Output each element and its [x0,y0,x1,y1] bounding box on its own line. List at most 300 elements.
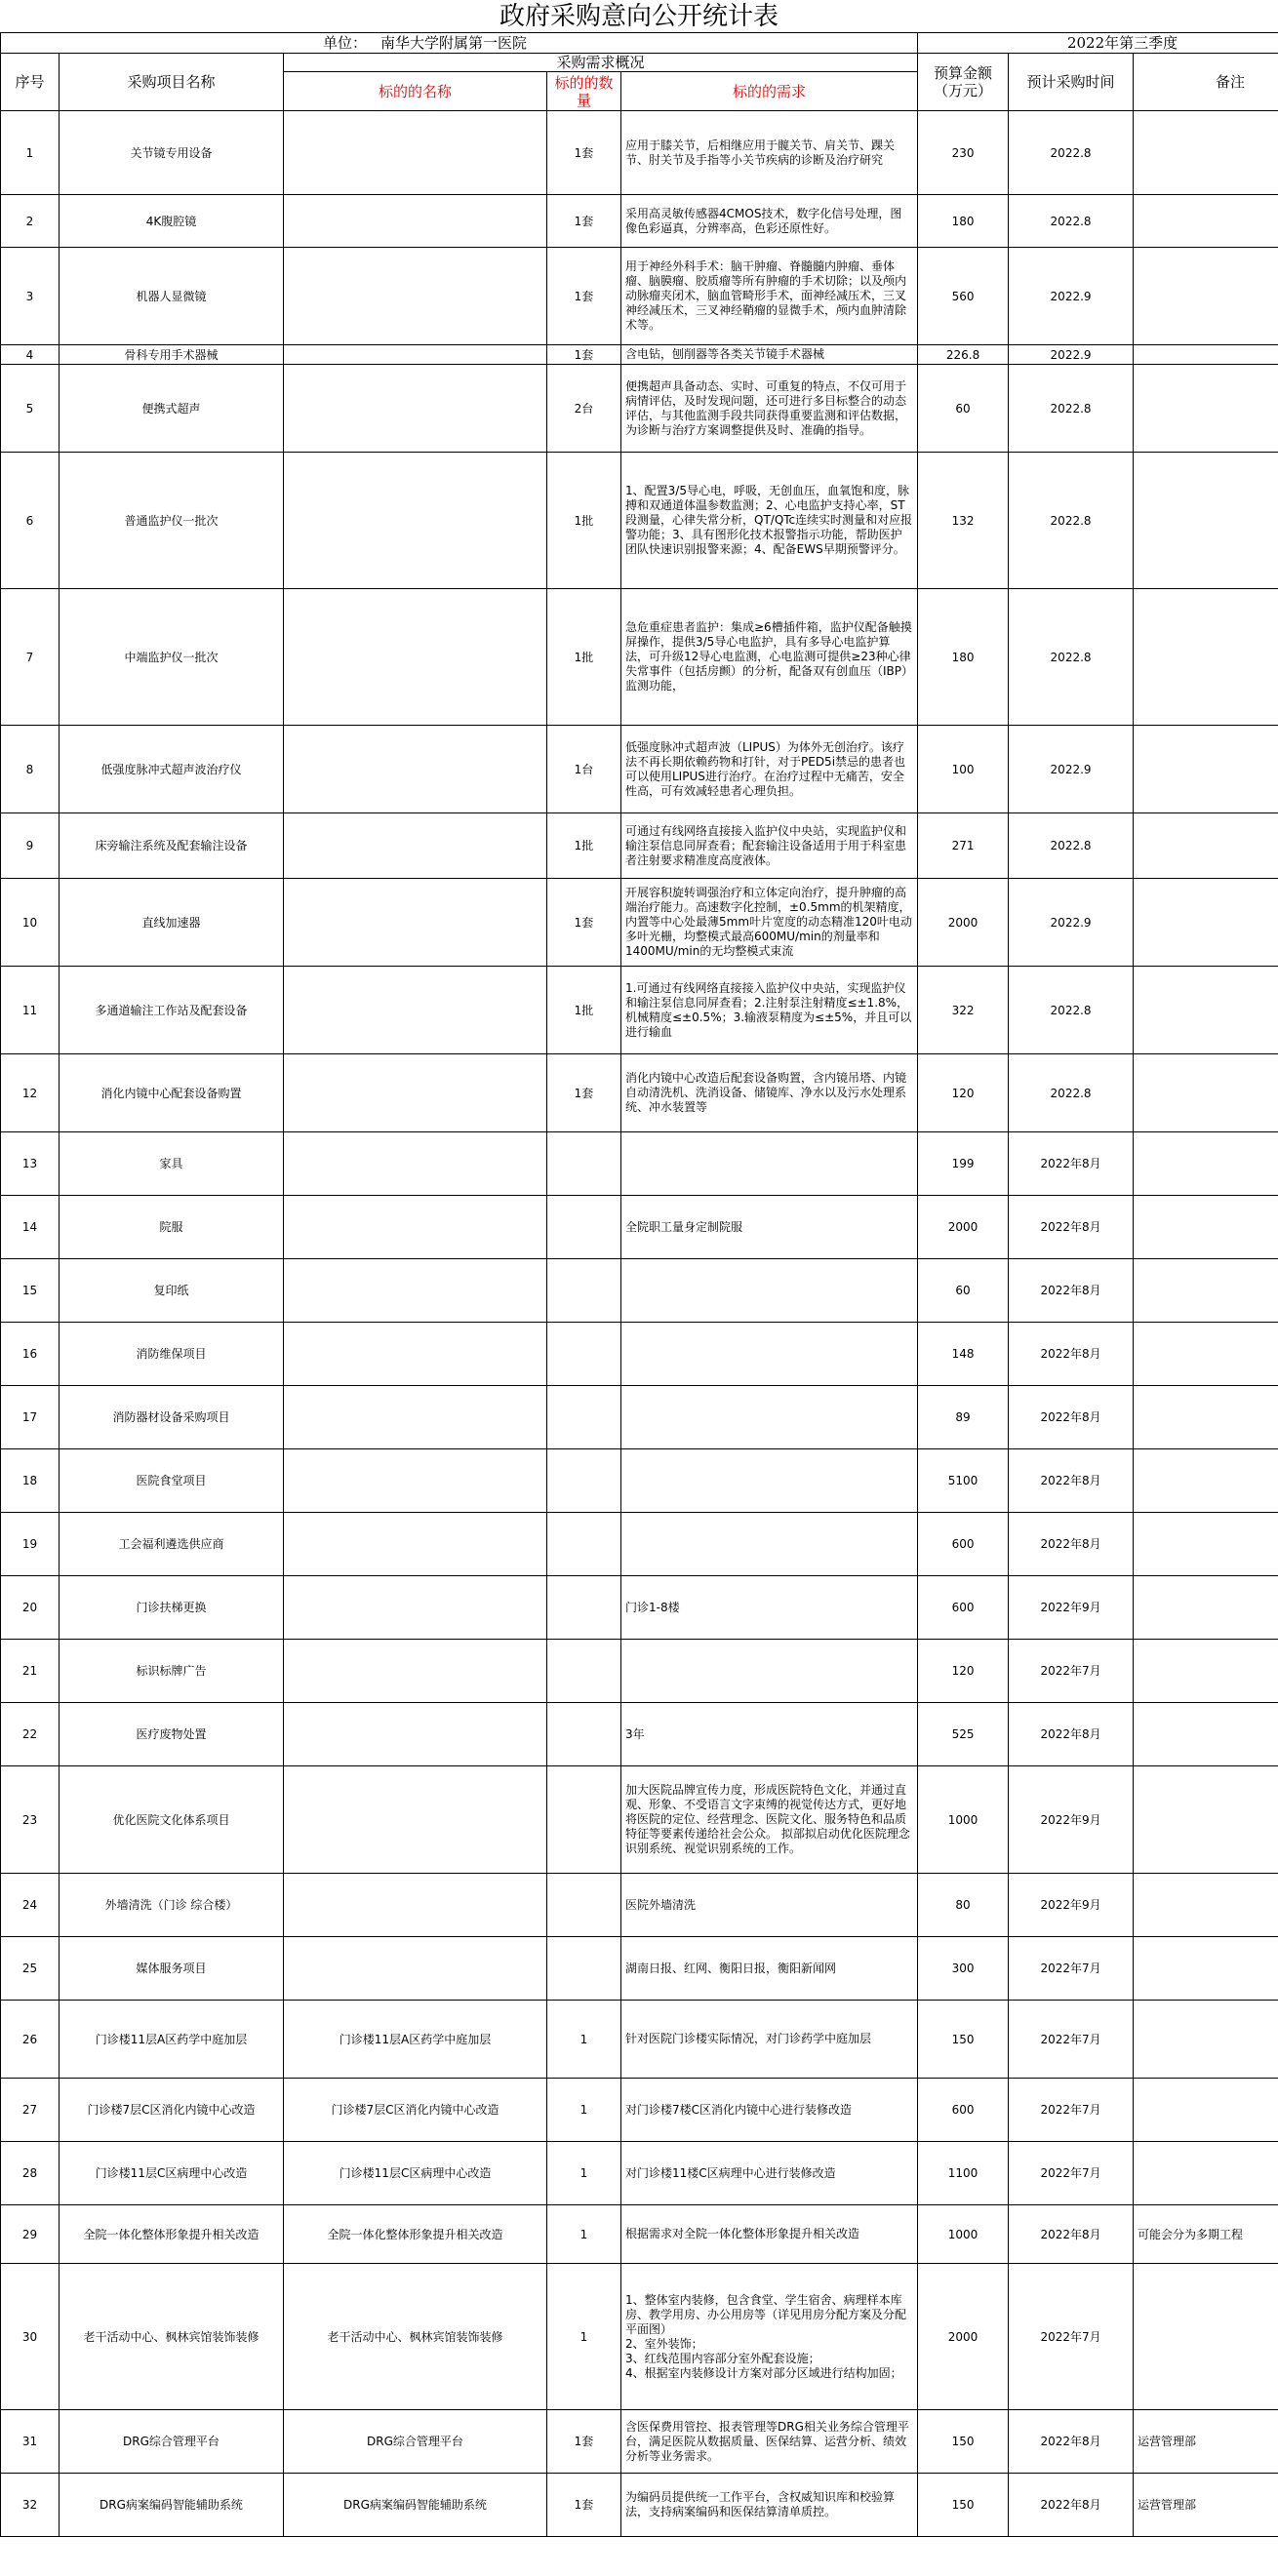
table-row [1,1703,1278,1766]
row-item-name [284,195,547,248]
row-quantity: 1 [547,2264,621,2410]
row-requirement: 根据需求对全院一体化整体形象提升相关改造 [621,2205,918,2264]
row-seq: 5 [1,365,60,453]
row-quantity: 1 [547,2142,621,2205]
row-time: 2022.9 [1009,248,1134,345]
row-item-name [284,1766,547,1874]
row-requirement: 应用于膝关节，后相继应用于髋关节、肩关节、踝关节、肘关节及手指等小关节疾病的诊断及治疗研究 [621,111,918,195]
row-quantity [547,1766,621,1874]
row-project: 低强度脉冲式超声波治疗仪 [60,726,284,813]
row-remark [1134,1196,1278,1259]
row-seq: 12 [1,1054,60,1132]
unit-label: 单位： [323,34,368,52]
row-project: 家具 [60,1132,284,1196]
row-time: 2022年9月 [1009,1766,1134,1874]
row-requirement: 开展容积旋转调强治疗和立体定向治疗，提升肿瘤的高端治疗能力。高速数字化控制，±0.5mm的机架精度，内置等中心处最薄5mm叶片宽度的动态精准120叶电动多叶光栅，均整模式最高600MU/min的剂量率和1400MU/min的无均整模式束流 [621,879,918,967]
header-seq: 序号 [1,54,60,111]
row-budget: 89 [918,1386,1009,1449]
table-row [1,2264,1278,2410]
table-row [1,1576,1278,1640]
row-budget: 2000 [918,1196,1009,1259]
row-budget: 271 [918,813,1009,879]
header-item-name: 标的的名称 [284,72,547,111]
row-remark [1134,1937,1278,2001]
row-quantity: 1套 [547,248,621,345]
table-row [1,879,1278,967]
row-time: 2022年8月 [1009,2474,1134,2537]
row-quantity: 2台 [547,365,621,453]
row-budget: 60 [918,1259,1009,1323]
row-project: 门诊楼7层C区消化内镜中心改造 [60,2079,284,2142]
row-budget: 600 [918,2079,1009,2142]
row-budget: 150 [918,2474,1009,2537]
header-demand: 采购需求概况 [284,54,918,72]
row-project: 消化内镜中心配套设备购置 [60,1054,284,1132]
row-seq: 10 [1,879,60,967]
row-quantity: 1 [547,2001,621,2079]
row-project: 机器人显微镜 [60,248,284,345]
row-requirement [621,1132,918,1196]
row-seq: 1 [1,111,60,195]
unit-row [1,33,1278,54]
row-budget: 2000 [918,879,1009,967]
row-item-name: DRG综合管理平台 [284,2410,547,2474]
row-remark [1134,1766,1278,1874]
row-requirement: 对门诊楼7楼C区消化内镜中心进行装修改造 [621,2079,918,2142]
row-budget: 1000 [918,2205,1009,2264]
row-budget: 1000 [918,1766,1009,1874]
row-project: 复印纸 [60,1259,284,1323]
row-quantity: 1 [547,2205,621,2264]
row-item-name: 门诊楼11层C区病理中心改造 [284,2142,547,2205]
row-requirement: 含电钻，刨削器等各类关节镜手术器械 [621,345,918,365]
row-seq: 6 [1,453,60,589]
row-remark [1134,726,1278,813]
row-quantity [547,1874,621,1937]
row-budget: 180 [918,195,1009,248]
row-item-name [284,1259,547,1323]
row-item-name [284,365,547,453]
row-budget: 300 [918,1937,1009,2001]
row-quantity: 1套 [547,195,621,248]
row-remark [1134,1874,1278,1937]
row-remark [1134,1449,1278,1513]
row-remark [1134,1640,1278,1703]
table-row [1,248,1278,345]
row-seq: 17 [1,1386,60,1449]
row-item-name [284,1640,547,1703]
row-time: 2022年8月 [1009,1259,1134,1323]
row-item-name [284,111,547,195]
row-time: 2022.8 [1009,589,1134,726]
row-item-name [284,1449,547,1513]
table-row [1,345,1278,365]
row-project: 直线加速器 [60,879,284,967]
row-project: 床旁输注系统及配套输注设备 [60,813,284,879]
unit-cell [1,33,918,54]
row-project: 优化医院文化体系项目 [60,1766,284,1874]
row-budget: 2000 [918,2264,1009,2410]
row-time: 2022年8月 [1009,2410,1134,2474]
row-time: 2022年8月 [1009,1513,1134,1576]
row-time: 2022.8 [1009,111,1134,195]
table-row [1,2142,1278,2205]
row-time: 2022.8 [1009,1054,1134,1132]
row-item-name: 门诊楼11层A区药学中庭加层 [284,2001,547,2079]
row-remark [1134,2079,1278,2142]
row-quantity: 1批 [547,813,621,879]
table-row [1,1937,1278,2001]
row-remark [1134,345,1278,365]
row-budget: 199 [918,1132,1009,1196]
table-row [1,1323,1278,1386]
row-time: 2022.8 [1009,195,1134,248]
row-time: 2022年7月 [1009,2142,1134,2205]
row-budget: 120 [918,1640,1009,1703]
row-seq: 3 [1,248,60,345]
row-seq: 31 [1,2410,60,2474]
table-row [1,1054,1278,1132]
table-row [1,967,1278,1054]
row-item-name [284,589,547,726]
row-requirement: 全院职工量身定制院服 [621,1196,918,1259]
row-item-name: 老干活动中心、枫林宾馆装饰装修 [284,2264,547,2410]
row-project: DRG病案编码智能辅助系统 [60,2474,284,2537]
row-requirement: 为编码员提供统一工作平台，含权威知识库和校验算法，支持病案编码和医保结算清单质控。 [621,2474,918,2537]
row-quantity: 1批 [547,589,621,726]
row-remark: 可能会分为多期工程 [1134,2205,1278,2264]
row-budget: 150 [918,2001,1009,2079]
row-remark [1134,2264,1278,2410]
row-seq: 24 [1,1874,60,1937]
row-quantity [547,1703,621,1766]
header-remark: 备注 [1134,54,1278,111]
row-seq: 19 [1,1513,60,1576]
row-project: 媒体服务项目 [60,1937,284,2001]
row-item-name [284,453,547,589]
table-row [1,1259,1278,1323]
row-requirement: 含医保费用管控、报表管理等DRG相关业务综合管理平台，满足医院从数据质量、医保结算、运营分析、绩效分析等业务需求。 [621,2410,918,2474]
row-quantity: 1套 [547,111,621,195]
table-row [1,2474,1278,2537]
table-row [1,589,1278,726]
row-project: 关节镜专用设备 [60,111,284,195]
row-remark [1134,589,1278,726]
table-row [1,1766,1278,1874]
row-item-name [284,248,547,345]
table-row [1,1874,1278,1937]
row-budget: 60 [918,365,1009,453]
row-item-name [284,1937,547,2001]
row-project: 门诊楼11层A区药学中庭加层 [60,2001,284,2079]
row-quantity [547,1576,621,1640]
row-item-name [284,813,547,879]
row-seq: 29 [1,2205,60,2264]
row-time: 2022年8月 [1009,1132,1134,1196]
row-project: 消防维保项目 [60,1323,284,1386]
row-budget: 560 [918,248,1009,345]
row-project: 工会福利遴选供应商 [60,1513,284,1576]
row-project: 全院一体化整体形象提升相关改造 [60,2205,284,2264]
row-requirement [621,1449,918,1513]
row-time: 2022.9 [1009,726,1134,813]
row-remark [1134,2001,1278,2079]
row-seq: 7 [1,589,60,726]
row-time: 2022年7月 [1009,1640,1134,1703]
row-time: 2022.8 [1009,365,1134,453]
row-time: 2022.8 [1009,453,1134,589]
table-row [1,365,1278,453]
row-seq: 9 [1,813,60,879]
row-seq: 25 [1,1937,60,2001]
row-quantity: 1台 [547,726,621,813]
row-project: 中端监护仪一批次 [60,589,284,726]
row-quantity [547,1323,621,1386]
table-row [1,2079,1278,2142]
header-time: 预计采购时间 [1009,54,1134,111]
row-item-name [284,1513,547,1576]
header-project: 采购项目名称 [60,54,284,111]
row-project: 骨科专用手术器械 [60,345,284,365]
row-quantity [547,1449,621,1513]
row-remark [1134,967,1278,1054]
row-quantity [547,1386,621,1449]
row-quantity: 1套 [547,345,621,365]
row-budget: 525 [918,1703,1009,1766]
procurement-table [0,33,1278,2537]
row-project: 标识标牌广告 [60,1640,284,1703]
row-project: 4K腹腔镜 [60,195,284,248]
row-remark [1134,2142,1278,2205]
row-requirement: 医院外墙清洗 [621,1874,918,1937]
row-requirement [621,1513,918,1576]
table-row [1,111,1278,195]
row-remark: 运营管理部 [1134,2474,1278,2537]
row-time: 2022年9月 [1009,1874,1134,1937]
row-budget: 5100 [918,1449,1009,1513]
row-remark [1134,1513,1278,1576]
row-quantity: 1批 [547,453,621,589]
row-quantity: 1套 [547,2474,621,2537]
row-item-name [284,1386,547,1449]
row-budget: 150 [918,2410,1009,2474]
row-requirement: 对门诊楼11楼C区病理中心进行装修改造 [621,2142,918,2205]
row-time: 2022年7月 [1009,2001,1134,2079]
table-row [1,453,1278,589]
row-item-name [284,1576,547,1640]
row-requirement: 低强度脉冲式超声波（LIPUS）为体外无创治疗。该疗法不再长期依赖药物和打针，对于PED5i禁忌的患者也可以使用LIPUS进行治疗。在治疗过程中无痛苦，安全性高，可有效减轻患者心理负担。 [621,726,918,813]
row-project: 多通道输注工作站及配套设备 [60,967,284,1054]
row-quantity [547,1640,621,1703]
row-requirement: 采用高灵敏传感器4CMOS技术，数字化信号处理，图像色彩逼真，分辨率高，色彩还原性好。 [621,195,918,248]
row-project: 便携式超声 [60,365,284,453]
row-item-name [284,1874,547,1937]
page-title: 政府采购意向公开统计表 [0,0,1278,33]
row-item-name [284,1323,547,1386]
row-quantity [547,1132,621,1196]
row-budget: 100 [918,726,1009,813]
row-project: 消防器材设备采购项目 [60,1386,284,1449]
row-budget: 180 [918,589,1009,726]
row-requirement: 急危重症患者监护：集成≥6槽插件箱，监护仪配备触摸屏操作，提供3/5导心电监护，具有多导心电监护算法，可升级12导心电监测，心电监测可提供≥23种心律失常事件（包括房颤）的分析，配备双有创血压（IBP）监测功能， [621,589,918,726]
row-time: 2022年8月 [1009,1386,1134,1449]
row-project: 普通监护仪一批次 [60,453,284,589]
row-requirement: 消化内镜中心改造后配套设备购置，含内镜吊塔、内镜自动清洗机、洗消设备、储镜库、净水以及污水处理系统、冲水装置等 [621,1054,918,1132]
row-time: 2022年7月 [1009,2079,1134,2142]
row-seq: 13 [1,1132,60,1196]
row-requirement: 门诊1-8楼 [621,1576,918,1640]
row-time: 2022年8月 [1009,1703,1134,1766]
row-requirement: 用于神经外科手术：脑干肿瘤、脊髓髓内肿瘤、垂体瘤、脑膜瘤、胶质瘤等所有肿瘤的手术切除；以及颅内动脉瘤夹闭术，脑血管畸形手术，面神经减压术，三叉神经减压术，三叉神经鞘瘤的显微手术，颅内血肿清除术等。 [621,248,918,345]
row-remark [1134,111,1278,195]
row-quantity [547,1259,621,1323]
row-remark [1134,248,1278,345]
row-item-name [284,967,547,1054]
row-requirement: 可通过有线网络直接接入监护仪中央站，实现监护仪和输注泵信息同屏查看；配套输注设备适用于用于科室患者注射要求精准度高度液体。 [621,813,918,879]
header-quantity: 标的的数量 [547,72,621,111]
row-requirement: 便携超声具备动态、实时、可重复的特点，不仅可用于病情评估，及时发现问题，还可进行多目标整合的动态评估，与其他监测手段共同获得重要监测和评估数据，为诊断与治疗方案调整提供及时、准确的指导。 [621,365,918,453]
row-requirement [621,1640,918,1703]
row-budget: 322 [918,967,1009,1054]
row-quantity: 1批 [547,967,621,1054]
row-quantity: 1套 [547,879,621,967]
row-item-name [284,1196,547,1259]
row-remark [1134,453,1278,589]
row-seq: 20 [1,1576,60,1640]
row-budget: 148 [918,1323,1009,1386]
row-time: 2022.9 [1009,879,1134,967]
table-row [1,1513,1278,1576]
row-seq: 22 [1,1703,60,1766]
row-remark [1134,1259,1278,1323]
row-project: 门诊楼11层C区病理中心改造 [60,2142,284,2205]
row-remark [1134,1054,1278,1132]
row-time: 2022年8月 [1009,2205,1134,2264]
table-row [1,2410,1278,2474]
row-seq: 8 [1,726,60,813]
table-row [1,1449,1278,1513]
row-seq: 2 [1,195,60,248]
header-budget: 预算金额（万元） [918,54,1009,111]
row-item-name [284,1054,547,1132]
row-budget: 600 [918,1513,1009,1576]
row-seq: 32 [1,2474,60,2537]
row-quantity: 1套 [547,1054,621,1132]
row-seq: 14 [1,1196,60,1259]
row-requirement [621,1323,918,1386]
row-seq: 18 [1,1449,60,1513]
row-item-name: 全院一体化整体形象提升相关改造 [284,2205,547,2264]
row-item-name: DRG病案编码智能辅助系统 [284,2474,547,2537]
row-seq: 28 [1,2142,60,2205]
row-time: 2022.9 [1009,345,1134,365]
row-remark: 运营管理部 [1134,2410,1278,2474]
row-seq: 15 [1,1259,60,1323]
row-time: 2022年9月 [1009,1576,1134,1640]
row-requirement: 1、配置3/5导心电，呼吸，无创血压，血氧饱和度，脉搏和双通道体温参数监测；2、心电监护支持心率，ST段测量，心律失常分析，QT/QTc连续实时测量和对应报警功能；3、具有图形化技术报警指示功能，帮助医护团队快速识别报警来源；4、配备EWS早期预警评分。 [621,453,918,589]
row-seq: 23 [1,1766,60,1874]
table-row [1,726,1278,813]
row-budget: 226.8 [918,345,1009,365]
row-remark [1134,1703,1278,1766]
table-row [1,2001,1278,2079]
unit-name: 南华大学附属第一医院 [380,34,528,52]
row-remark [1134,813,1278,879]
row-budget: 1100 [918,2142,1009,2205]
row-time: 2022.8 [1009,967,1134,1054]
row-time: 2022年8月 [1009,1196,1134,1259]
row-project: 老干活动中心、枫林宾馆装饰装修 [60,2264,284,2410]
row-quantity [547,1513,621,1576]
row-item-name [284,879,547,967]
row-project: 院服 [60,1196,284,1259]
row-item-name [284,1703,547,1766]
row-remark [1134,195,1278,248]
table-row [1,813,1278,879]
row-project: 门诊扶梯更换 [60,1576,284,1640]
row-project: 医院食堂项目 [60,1449,284,1513]
row-time: 2022年8月 [1009,1323,1134,1386]
quarter: 2022年第三季度 [918,33,1278,54]
row-item-name [284,345,547,365]
row-project: 医疗废物处置 [60,1703,284,1766]
table-row [1,1196,1278,1259]
row-remark [1134,879,1278,967]
header-row-1 [1,54,1278,72]
row-budget: 120 [918,1054,1009,1132]
table-row [1,2205,1278,2264]
row-quantity: 1 [547,2079,621,2142]
row-project: 外墙清洗（门诊 综合楼） [60,1874,284,1937]
row-quantity [547,1937,621,2001]
row-seq: 21 [1,1640,60,1703]
table-row [1,195,1278,248]
row-seq: 16 [1,1323,60,1386]
row-seq: 4 [1,345,60,365]
row-requirement: 湖南日报、红网、衡阳日报，衡阳新闻网 [621,1937,918,2001]
row-remark [1134,1323,1278,1386]
row-item-name [284,726,547,813]
row-remark [1134,365,1278,453]
row-budget: 230 [918,111,1009,195]
header-requirement: 标的的需求 [621,72,918,111]
row-budget: 600 [918,1576,1009,1640]
row-remark [1134,1576,1278,1640]
row-time: 2022年7月 [1009,2264,1134,2410]
row-requirement: 1.可通过有线网络直接接入监护仪中央站，实现监护仪和输注泵信息同屏查看；2.注射泵注射精度≤±1.8%，机械精度≤±0.5%；3.输液泵精度为≤±5%，并且可以进行输血 [621,967,918,1054]
row-time: 2022.8 [1009,813,1134,879]
row-requirement [621,1259,918,1323]
row-remark [1134,1132,1278,1196]
row-seq: 27 [1,2079,60,2142]
table-row [1,1132,1278,1196]
row-item-name [284,1132,547,1196]
row-seq: 11 [1,967,60,1054]
row-requirement: 1、整体室内装修，包含食堂、学生宿舍、病理样本库房、教学用房、办公用房等（详见用房分配方案及分配平面图） 2、室外装饰； 3、红线范围内容部分室外配套设施； 4、根据室内装修设计方案对部分区域进行结构加固； [621,2264,918,2410]
row-item-name: 门诊楼7层C区消化内镜中心改造 [284,2079,547,2142]
row-budget: 80 [918,1874,1009,1937]
row-time: 2022年8月 [1009,1449,1134,1513]
row-requirement: 3年 [621,1703,918,1766]
row-time: 2022年7月 [1009,1937,1134,2001]
row-requirement [621,1386,918,1449]
row-requirement: 加大医院品牌宣传力度，形成医院特色文化，并通过直观、形象、不受语言文字束缚的视觉传达方式，更好地将医院的定位、经营理念、医院文化、服务特色和品质特征等要素传递给社会公众。 拟部拟启动优化医院理念识别系统、视觉识别系统的工作。 [621,1766,918,1874]
row-project: DRG综合管理平台 [60,2410,284,2474]
row-seq: 26 [1,2001,60,2079]
table-row [1,1640,1278,1703]
row-requirement: 针对医院门诊楼实际情况，对门诊药学中庭加层 [621,2001,918,2079]
row-quantity [547,1196,621,1259]
